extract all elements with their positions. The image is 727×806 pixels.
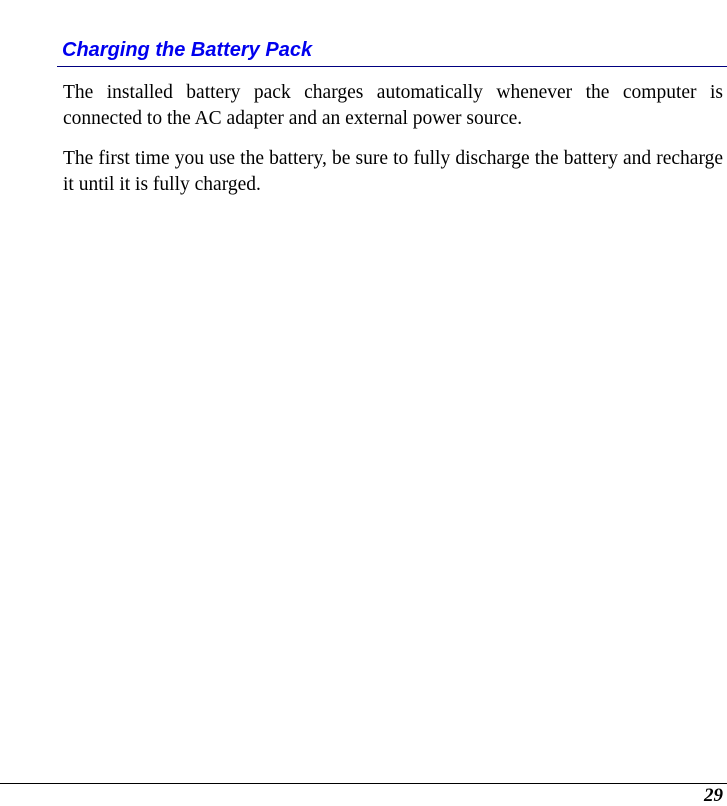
page-number: 29: [704, 785, 723, 806]
paragraph-first-use: The first time you use the battery, be sure to fully discharge the battery and recharge it until it is fully charged.: [63, 148, 723, 195]
heading-divider: [57, 66, 727, 67]
section-heading: Charging the Battery Pack: [62, 39, 313, 61]
paragraph-auto-charging: The installed battery pack charges automatically whenever the computer is connected to the AC adapter and an external power source.: [63, 82, 723, 129]
footer-divider: [0, 783, 727, 784]
